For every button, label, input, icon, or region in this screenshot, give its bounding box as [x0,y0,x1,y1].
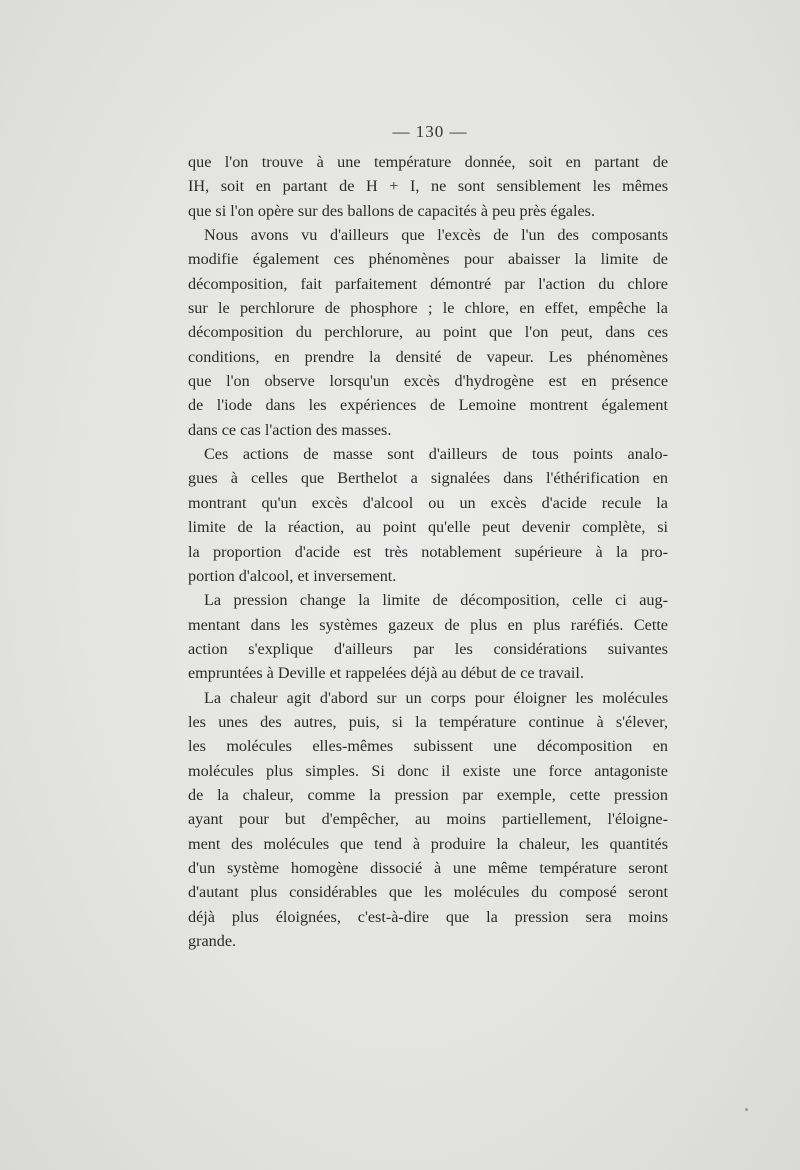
text-line: modifie également ces phénomènes pour abaisser la limite de [188,250,668,269]
text-line: action s'explique d'ailleurs par les considérations suivantes [188,639,668,658]
text-line: les molécules elles-mêmes subissent une décomposition en [188,737,668,756]
text-line: ayant pour but d'empêcher, au moins partiellement, l'éloigne- [188,810,668,829]
text-line: décomposition du perchlorure, au point que l'on peut, dans ces [188,323,668,342]
text-line: gues à celles que Berthelot a signalées dans l'éthérification en [188,469,668,488]
text-line: empruntées à Deville et rappelées déjà au début de ce travail. [188,664,584,683]
text-line: montrant qu'un excès d'alcool ou un excès d'acide recule la [188,493,668,512]
text-line: portion d'alcool, et inversement. [188,566,397,585]
text-line: limite de la réaction, au point qu'elle peut devenir complète, si [188,518,668,537]
text-line: de l'iode dans les expériences de Lemoine montrent également [188,396,668,415]
text-line: sur le perchlorure de phosphore ; le chlore, en effet, empêche la [188,299,668,318]
text-line: mentant dans les systèmes gazeux de plus en plus raréfiés. Cette [188,615,668,634]
text-line: que l'on observe lorsqu'un excès d'hydrogène est en présence [188,372,668,391]
text-line: ment des molécules que tend à produire la chaleur, les quantités [188,834,668,853]
text-line: La chaleur agit d'abord sur un corps pour éloigner les molécules [204,688,668,707]
paragraph [188,588,668,685]
text-line: molécules plus simples. Si donc il existe une force antagoniste [188,761,668,780]
text-line: d'un système homogène dissocié à une même température seront [188,858,668,877]
text-line: Nous avons vu d'ailleurs que l'excès de l'un des composants [204,226,668,245]
text-line: de la chaleur, comme la pression par exemple, cette pression [188,785,668,804]
page-number: — 130 — [392,122,468,141]
text-line: déjà plus éloignées, c'est-à-dire que la pression sera moins [188,907,668,926]
text-line: que si l'on opère sur des ballons de capacités à peu près égales. [188,201,596,220]
paper-speck [745,1108,748,1111]
text-line: dans ce cas l'action des masses. [188,420,392,439]
text-line: que l'on trouve à une température donnée, soit en partant de [188,153,668,171]
paragraph [188,150,668,223]
text-line: les unes des autres, puis, si la température continue à s'élever, [188,712,668,731]
text-line: la proportion d'acide est très notablement supérieure à la pro- [188,542,668,561]
text-line: La pression change la limite de décomposition, celle ci aug- [204,591,668,610]
text-line: décomposition, fait parfaitement démontré par l'action du chlore [188,274,668,293]
text-line: IH, soit en partant de H + I, ne sont sensiblement les mêmes [188,177,668,196]
body-text [188,150,668,953]
text-line: Ces actions de masse sont d'ailleurs de tous points analo- [204,445,668,464]
paragraph [188,442,668,588]
paragraph [188,223,668,442]
paragraph [188,686,668,954]
text-line: grande. [188,932,237,950]
text-line: conditions, en prendre la densité de vapeur. Les phénomènes [188,347,668,366]
text-line: d'autant plus considérables que les molécules du composé seront [188,883,668,902]
